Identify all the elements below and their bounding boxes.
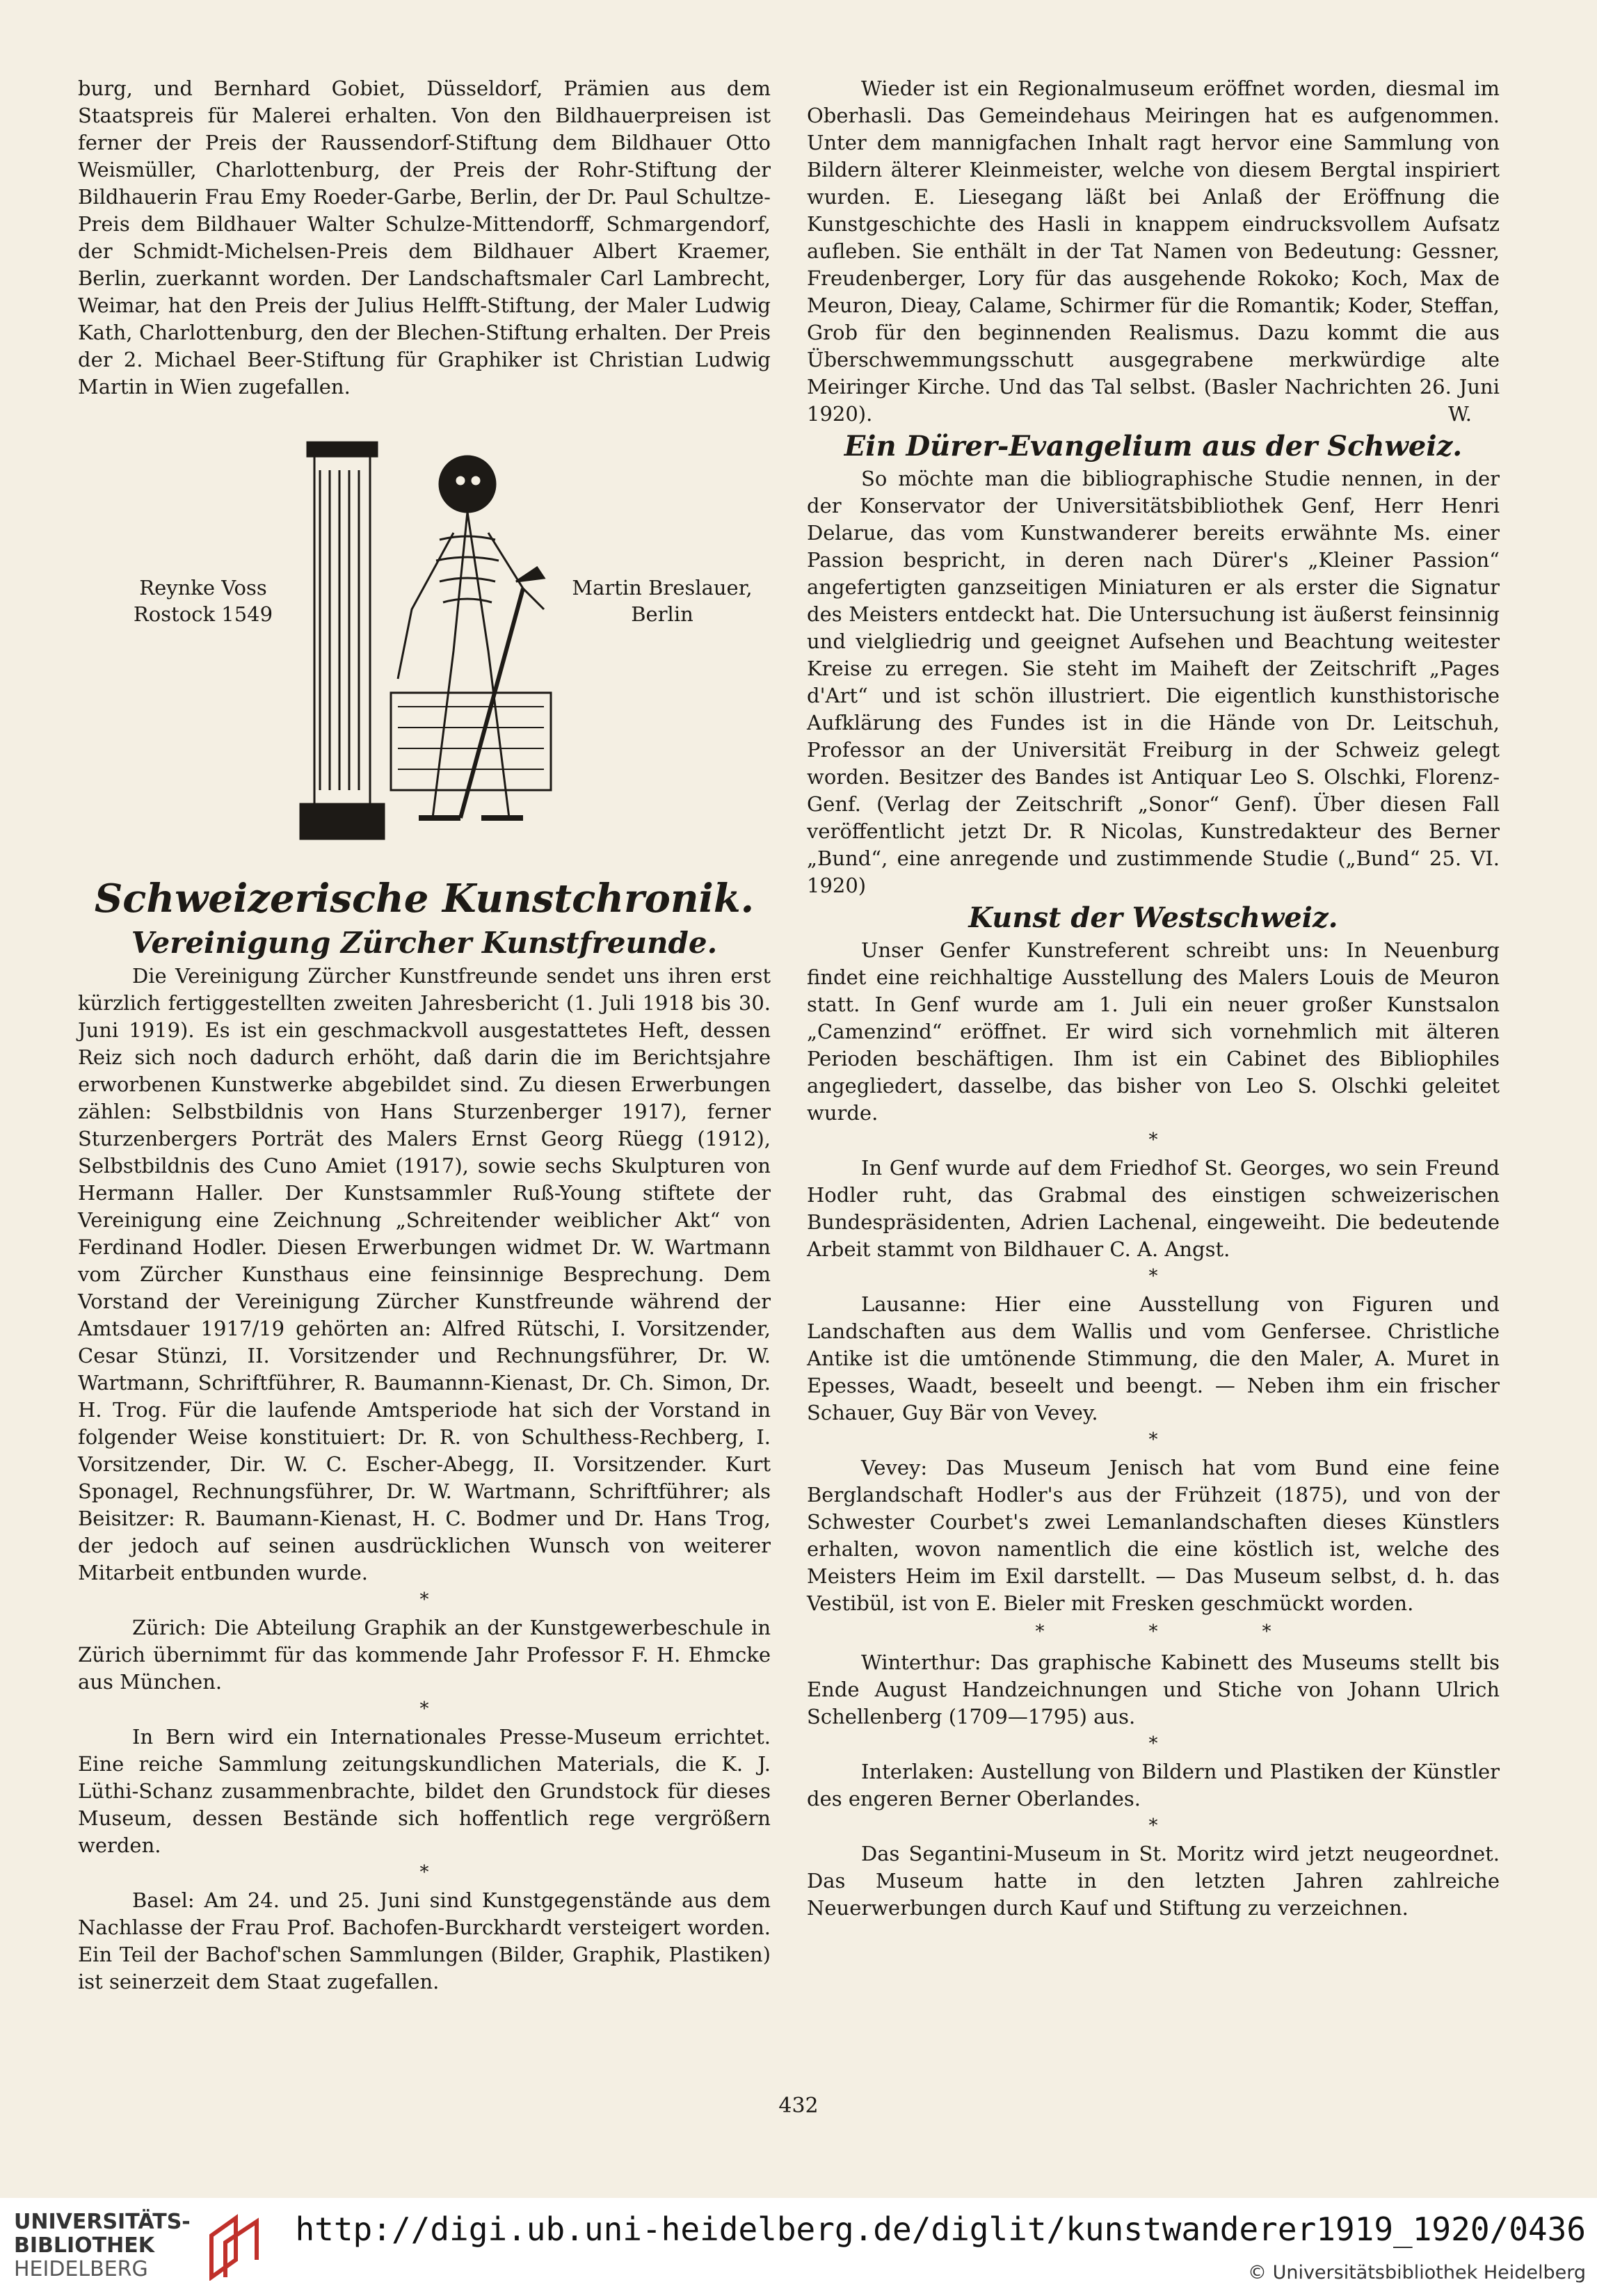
section-heading: Ein Dürer-Evangelium aus der Schweiz. (844, 430, 1463, 463)
paragraph: Unser Genfer Kunstreferent schreibt uns: In Neuenburg findet eine reichhaltige Ausstellung des Malers Louis de Meuron statt. In Genf wurde am 1. Juli ein neuer großer Kunstsalon „Camenzind“ eröffnet. Er wird sich vornehmlich mit älteren Perioden beschäftigen. Ihm ist ein Cabinet des Bibliophiles angegliedert, dasselbe, das bisher von Leo S. Olschki geleitet wurde. (807, 938, 1500, 1125)
right-column (807, 75, 1500, 1922)
section-heading: Kunst der Westschweiz. (968, 901, 1338, 934)
paragraph: So möchte man die bibliographische Studie nennen, in der der Konservator der Universitätsbibliothek Genf, Herr Henri Delarue, das vom Kunstwanderer bereits erwähnte Ms. einer Passion bespricht, in deren nach Dürer's „Kleiner Passion“ angefertigten ganzseitigen Miniaturen er als erster die Signatur des Meisters entdeckt hat. Die Untersuchung ist äußerst feinsinnig und vielgliedrig und geeignet Aufsehen und Beachtung weitester Kreise zu erregen. Sie steht im Maiheft der Zeitschrift „Pages d'Art“ und ist schön illustriert. Die eigentlich kunsthistorische Aufklärung des Fundes ist in die Hände von Dr. Leitschuh, Professor an der Universität Freiburg in der Schweiz gelegt worden. Besitzer des Bandes ist Antiquar Leo S. Olschki, Florenz-Genf. (Verlag der Zeitschrift „Sonor“ Genf). Über diesen Fall veröffentlicht jetzt Dr. R Nicolas, Kunstredakteur des Berner „Bund“, eine anregende und zustimmende Studie („Bund“ 25. VI. 1920) (807, 467, 1500, 897)
separator-star: * (1148, 1733, 1158, 1754)
separator-star: * (1148, 1266, 1158, 1287)
separator-star: * (1148, 1130, 1158, 1150)
separator-three-stars: * * * (1035, 1621, 1271, 1642)
paragraph: Das Segantini-Museum in St. Moritz wird jetzt neugeordnet. Das Museum hatte in den letzten Jahren zahlreiche Neuerwerbungen durch Kauf und Stiftung zu verzeichnen. (807, 1842, 1500, 1920)
paragraph: Zürich: Die Abteilung Graphik an der Kunstgewerbeschule in Zürich übernimmt für das kommende Jahr Professor F. H. Ehmcke aus München. (78, 1616, 771, 1694)
section-heading: Schweizerische Kunstchronik. (94, 876, 755, 922)
separator-star: * (419, 1699, 429, 1719)
paragraph: Winterthur: Das graphische Kabinett des Museums stellt bis Ende August Handzeichnungen und Stiche von Johann Ulrich Schellenberg (1709—1795) aus. (807, 1651, 1500, 1728)
paragraph: Wieder ist ein Regionalmuseum eröffnet worden, diesmal im Oberhasli. Das Gemeindehaus Meiringen hat es aufgenommen. Unter dem mannigfachen Inhalt ragt hervor eine Sammlung von Bildern älterer Kleinmeister, welche von diesem Bergtal inspiriert wurden. E. Liesegang läßt bei Anlaß der Eröffnung die Kunstgeschichte des Hasli in knappem eindrucksvollem Aufsatz aufleben. Sie enthält in der Tat Namen von Bedeutung: Gessner, Freudenberger, Lory für das ausgehende Rokoko; Koch, Max de Meuron, Dieay, Calame, Schirmer für die Romantik; Koder, Steffan, Grob für den beginnenden Realismus. Dazu kommt die aus Überschwemmungsschutt ausgegrabene merkwürdige alte Meiringer Kirche. Und das Tal selbst. (Basler Nachrichten 26. Juni 1920). W. (807, 75, 1500, 428)
paragraph: Die Vereinigung Zürcher Kunstfreunde sendet uns ihren erst kürzlich fertiggestellten zweiten Jahresbericht (1. Juli 1918 bis 30. Juni 1919). Es ist ein geschmackvoll ausgestattetes Heft, dessen Reiz sich noch dadurch erhöht, daß darin die im Berichtsjahre erworbenen Kunstwerke abgebildet sind. Zu diesen Erwerbungen zählen: Selbstbildnis von Hans Sturzenberger 1917), ferner Sturzenbergers Porträt des Malers Ernst Georg Rüegg (1912), Selbstbildnis des Cuno Amiet (1917), sowie sechs Skulpturen von Hermann Haller. Der Kunstsammler Ruß-Young stiftete der Vereinigung eine Zeichnung „Schreitender weiblicher Akt“ von Ferdinand Hodler. Diesen Erwerbungen widmet Dr. W. Wartmann vom Zürcher Kunsthaus eine feinsinnige Besprechung. Dem Vorstand der Vereinigung Zürcher Kunstfreunde während der Amtsdauer 1917/19 gehörten an: Alfred Rütschi, I. Vorsitzender, Cesar Stünzi, II. Vorsitzender und Rechnungsführer, Dr. W. Wartmann, Schriftführer, R. Baumannn-Kienast, Dr. Ch. Simon, Dr. H. Trog. Für die laufende Amtsperiode hat sich der Vorstand in folgender Weise konstituiert: Dr. R. von Schulthess-Rechberg, I. Vorsitzender, Dir. W. C. Escher-Abegg, II. Vorsitzender. Kurt Sponagel, Rechnungsführer, Dr. W. Wartmann, Schriftführer; als Beisitzer: R. Baumann-Kienast, H. C. Bodmer und Dr. Hans Trog, der jedoch auf seinen ausdrücklichen Wunsch von weiterer Mitarbeit entbunden wurde. (78, 964, 771, 1584)
paragraph: Interlaken: Austellung von Bildern und Plastiken der Künstler des engeren Berner Oberlandes. (807, 1760, 1500, 1811)
library-logo-icon (204, 2211, 267, 2281)
footer-bar (0, 2198, 1597, 2296)
left-column (78, 75, 771, 1996)
separator-star: * (1148, 1815, 1158, 1836)
separator-star: * (419, 1589, 429, 1610)
caption-left: Reynke Voss Rostock 1549 (133, 576, 273, 626)
paragraph: In Bern wird ein Internationales Presse-Museum errichtet. Eine reiche Sammlung zeitungskundlichen Materials, die K. J. Lüthi-Schanz zusammenbrachte, bildet den Grundstock für dieses Museum, dessen Bestände sich hoffentlich rege vergrößern werden. (78, 1725, 771, 1857)
death-woodcut-image (294, 428, 558, 846)
separator-star: * (419, 1862, 429, 1883)
section-subheading: Vereinigung Zürcher Kunstfreunde. (131, 926, 718, 960)
caption-right: Martin Breslauer, Berlin (572, 576, 753, 626)
separator-star: * (1148, 1429, 1158, 1450)
woodcut-figure (78, 428, 771, 874)
page-number: 432 (778, 2094, 819, 2118)
permalink-url[interactable]: http://digi.ub.uni-heidelberg.de/diglit/kunstwanderer1919_1920/0436 (295, 2210, 1586, 2248)
library-logo[interactable] (14, 2210, 267, 2281)
paragraph: Vevey: Das Museum Jenisch hat vom Bund eine feine Berglandschaft Hodler's aus der Frühzeit (1875), und von der Schwester Courbet's zwei Lemanlandschaften dieses Künstlers erhalten, wovon namentlich die eine köstlich ist, welche des Meisters Heim im Exil darstellt. — Das Museum selbst, d. h. das Vestibül, ist von E. Bieler mit Fresken geschmückt worden. (807, 1456, 1500, 1615)
paragraph: burg, und Bernhard Gobiet, Düsseldorf, Prämien aus dem Staatspreis für Malerei erhalten. Von den Bildhauerpreisen ist ferner der Preis der Raussendorf-Stiftung dem Bildhauer Otto Weismüller, Charlottenburg, der Preis der Rohr-Stiftung der Bildhauerin Frau Emy Roeder-Garbe, Berlin, der Dr. Paul Schultze-Preis dem Bildhauer Walter Schulze-Mittendorff, Schmargendorf, der Schmidt-Michelsen-Preis dem Bildhauer Albert Kraemer, Berlin, zuerkannt worden. Der Landschaftsmaler Carl Lambrecht, Weimar, hat den Preis der Julius Helfft-Stiftung, der Maler Ludwig Kath, Charlottenburg, den der Blechen-Stiftung erhalten. Der Preis der 2. Michael Beer-Stiftung für Graphiker ist Christian Ludwig Martin in Wien zugefallen. (78, 77, 771, 399)
copyright-notice: © Universitätsbibliothek Heidelberg (1247, 2262, 1586, 2283)
paragraph: Lausanne: Hier eine Ausstellung von Figuren und Landschaften aus dem Wallis und vom Genfersee. Christliche Antike ist die umtönende Stimmung, die den Maler, A. Muret in Epesses, Waadt, beseelt und beengt. — Neben ihm ein frischer Schauer, Guy Bär von Vevey. (807, 1292, 1500, 1424)
signature: W. (1448, 402, 1472, 426)
logo-text: UNIVERSITÄTS- BIBLIOTHEK HEIDELBERG (14, 2210, 191, 2281)
paragraph: In Genf wurde auf dem Friedhof St. Georges, wo sein Freund Hodler ruht, das Grabmal des einstigen schweizerischen Bundespräsidenten, Adrien Lachenal, eingeweiht. Die bedeutende Arbeit stammt von Bildhauer C. A. Angst. (807, 1156, 1500, 1261)
paragraph: Basel: Am 24. und 25. Juni sind Kunstgegenstände aus dem Nachlasse der Frau Prof. Bachofen-Burckhardt versteigert worden. Ein Teil der Bachof'schen Sammlungen (Bilder, Graphik, Plastiken) ist seinerzeit dem Staat zugefallen. (78, 1888, 771, 1993)
